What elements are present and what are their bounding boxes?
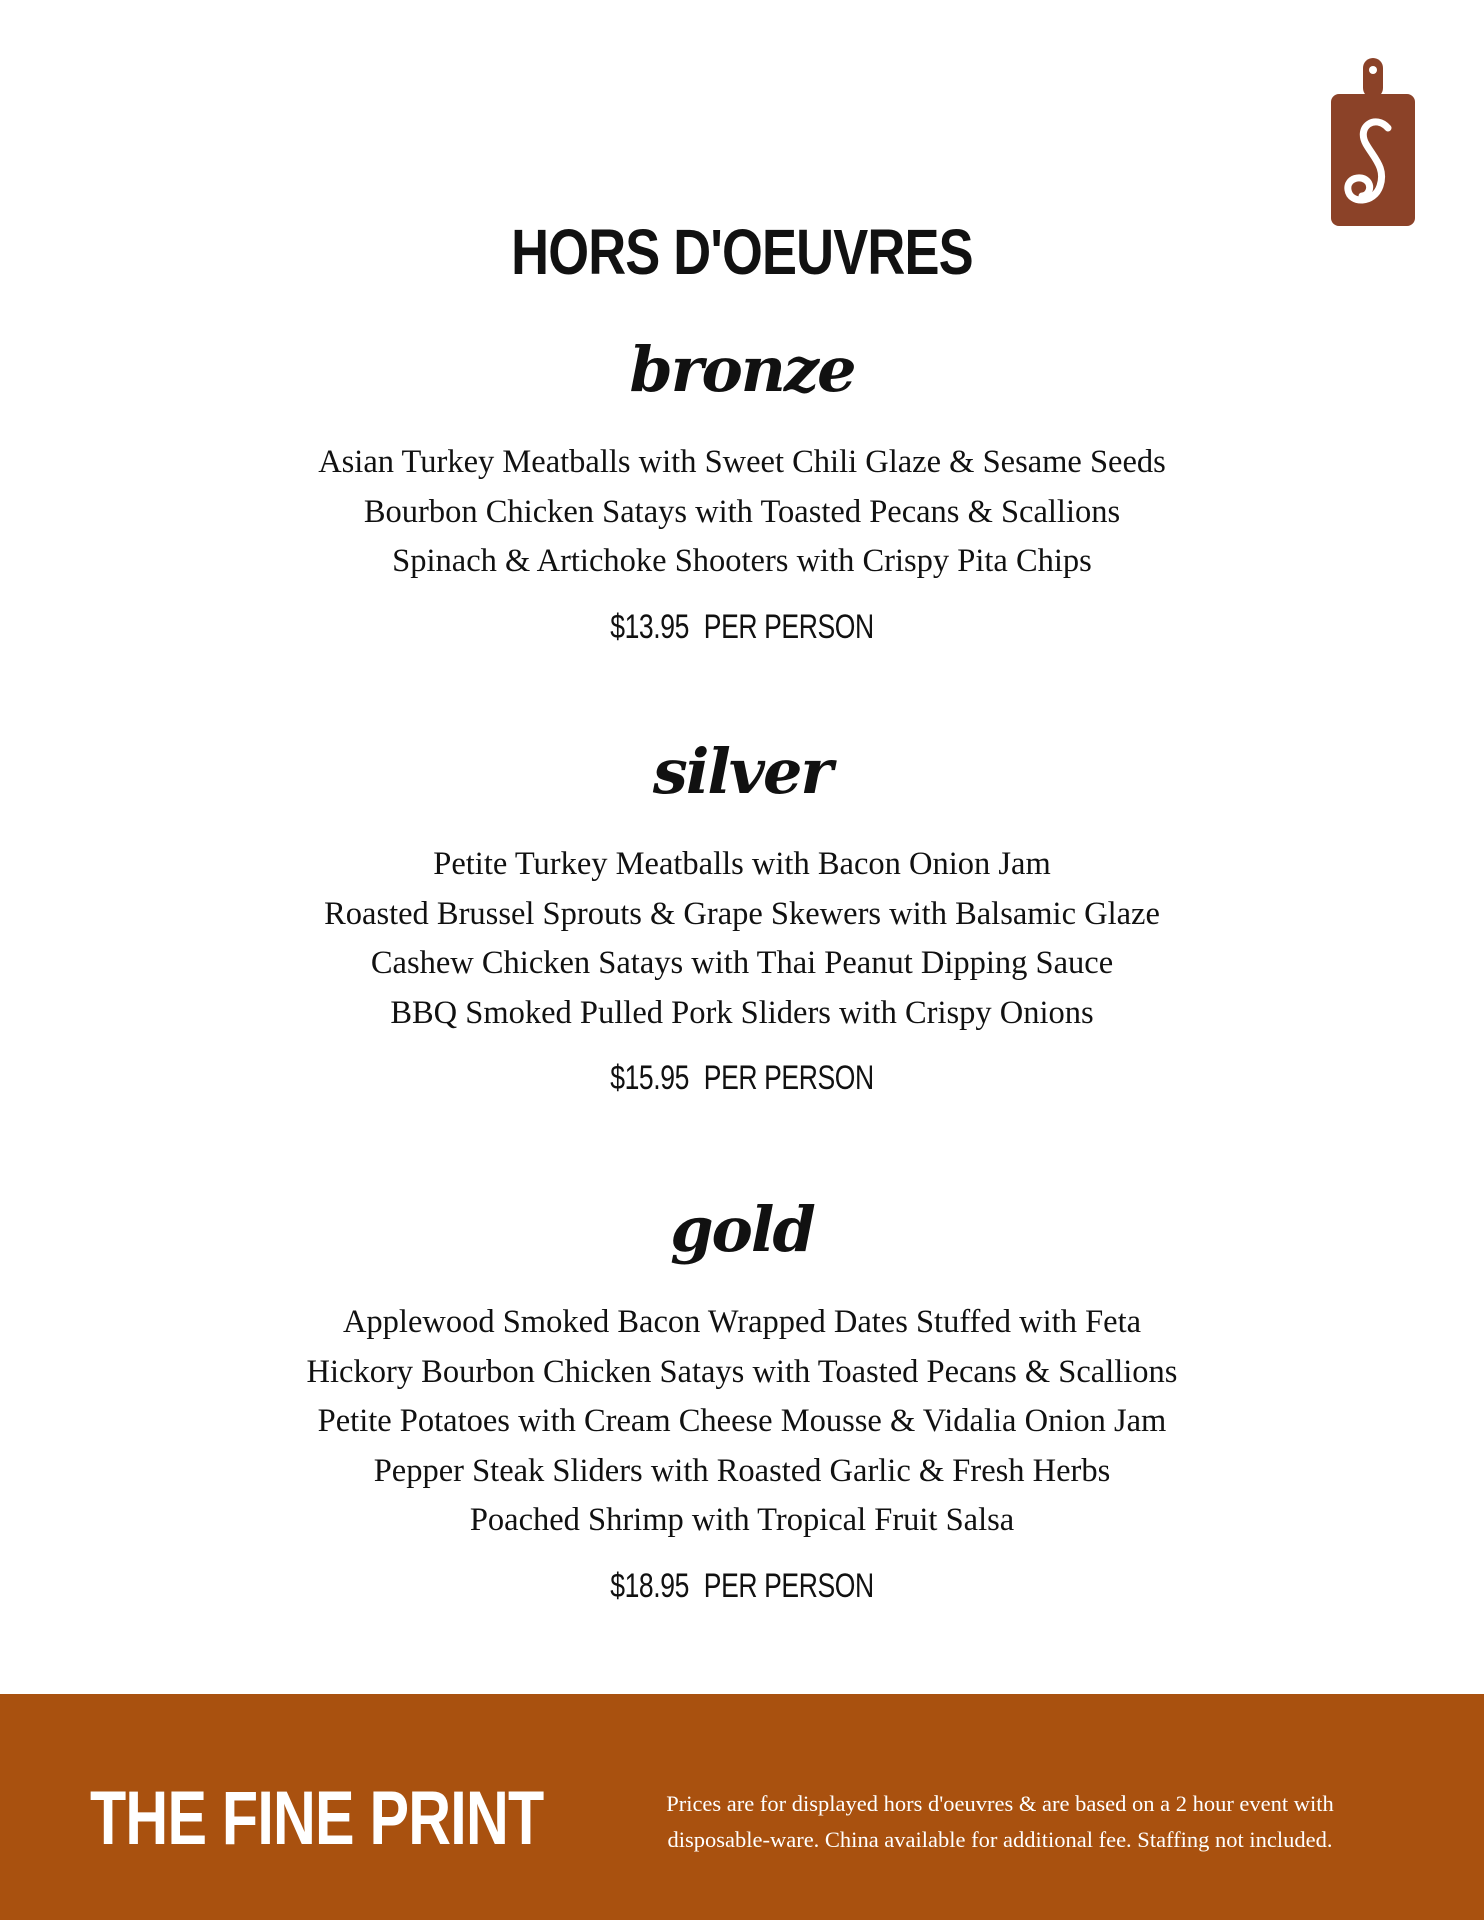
menu-item-list	[0, 840, 1484, 1038]
tier-bronze	[0, 330, 1484, 649]
cutting-board-logo-icon	[1328, 58, 1418, 228]
footer-note-line-2: disposable-ware. China available for additional fee. Staffing not included.	[667, 1827, 1333, 1852]
fine-print-footer	[0, 1694, 1484, 1920]
price-unit: PER PERSON	[703, 607, 874, 646]
menu-item: Cashew Chicken Satays with Thai Peanut Dipping Sauce	[370, 945, 1114, 982]
price-amount: $13.95	[610, 607, 689, 646]
footer-title: THE FINE PRINT	[90, 1776, 544, 1861]
menu-item: Poached Shrimp with Tropical Fruit Salsa	[469, 1502, 1015, 1539]
tier-price	[163, 605, 1321, 649]
menu-item: Roasted Brussel Sprouts & Grape Skewers with Balsamic Glaze	[324, 895, 1160, 932]
menu-item: Pepper Steak Sliders with Roasted Garlic & Fresh Herbs	[373, 1452, 1111, 1489]
footer-note-line-1: Prices are for displayed hors d'oeuvres & are based on a 2 hour event with	[666, 1791, 1334, 1816]
price-unit: PER PERSON	[703, 1059, 874, 1098]
page-title: HORS D'OEUVRES	[511, 216, 973, 288]
menu-item: Petite Turkey Meatballs with Bacon Onion Jam	[433, 846, 1051, 882]
tier-silver	[0, 732, 1484, 1100]
tier-gold	[0, 1190, 1484, 1608]
price-amount: $15.95	[610, 1059, 689, 1098]
menu-item: Bourbon Chicken Satays with Toasted Pecans & Scallions	[363, 493, 1121, 530]
menu-item: Asian Turkey Meatballs with Sweet Chili Glaze & Sesame Seeds	[318, 444, 1166, 480]
price-unit: PER PERSON	[703, 1566, 874, 1605]
menu-item: Applewood Smoked Bacon Wrapped Dates Stuffed with Feta	[342, 1304, 1142, 1340]
tier-price	[163, 1056, 1321, 1100]
tier-price	[163, 1564, 1321, 1608]
menu-item: BBQ Smoked Pulled Pork Sliders with Crispy Onions	[390, 994, 1094, 1031]
menu-item: Spinach & Artichoke Shooters with Crispy Pita Chips	[392, 543, 1092, 580]
tier-name: gold	[670, 1193, 814, 1266]
tier-name: bronze	[629, 333, 855, 406]
tier-name: silver	[652, 735, 832, 808]
logo-board-handle	[1363, 58, 1383, 98]
menu-item-list	[0, 438, 1484, 587]
menu-item: Hickory Bourbon Chicken Satays with Toasted Pecans & Scallions	[306, 1353, 1178, 1390]
menu-item-list	[0, 1298, 1484, 1546]
logo-board-hole	[1369, 66, 1377, 74]
footer-note	[560, 1786, 1440, 1858]
price-amount: $18.95	[610, 1566, 689, 1605]
menu-item: Petite Potatoes with Cream Cheese Mousse & Vidalia Onion Jam	[317, 1403, 1167, 1440]
